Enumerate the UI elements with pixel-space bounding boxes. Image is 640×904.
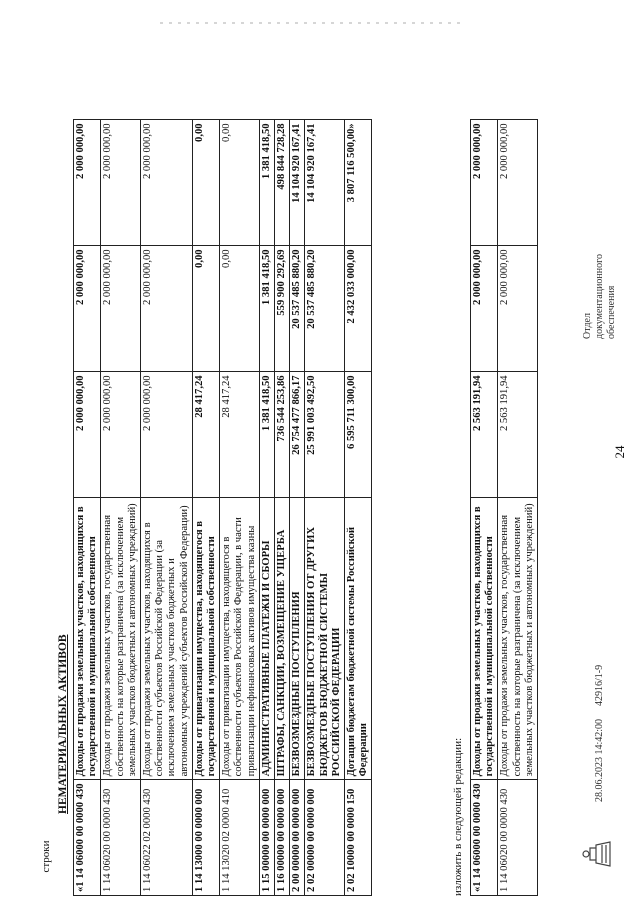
value-year-3: 14 104 920 167,41 bbox=[305, 120, 345, 246]
value-year-2: 20 537 485 880,20 bbox=[290, 246, 305, 372]
table-row bbox=[498, 120, 538, 896]
value-year-1: 2 563 191,94 bbox=[471, 372, 498, 498]
row-code: 1 14 06022 02 0000 430 bbox=[141, 780, 193, 896]
value-year-3: 2 000 000,00 bbox=[471, 120, 498, 246]
row-name: АДМИНИСТРАТИВНЫЕ ПЛАТЕЖИ И СБОРЫ bbox=[259, 498, 274, 780]
table-row bbox=[290, 120, 305, 896]
row-name: Доходы от приватизации имущества, находящегося в собственности субъектов Российской Федерации, в части приватизации нефинансовых активов имущества казны bbox=[220, 498, 260, 780]
row-name: Доходы от продажи земельных участков, находящихся в государственной и муниципальной собственности bbox=[74, 498, 101, 780]
row-name: БЕЗВОЗМЕЗДНЫЕ ПОСТУПЛЕНИЯ bbox=[290, 498, 305, 780]
row-code: 2 02 00000 00 0000 000 bbox=[305, 780, 345, 896]
table-row bbox=[305, 120, 345, 896]
value-year-1: 2 000 000,00 bbox=[101, 372, 141, 498]
row-name: ШТРАФЫ, САНКЦИИ, ВОЗМЕЩЕНИЕ УЩЕРБА bbox=[275, 498, 290, 780]
department-stamp: Отдел документационного обеспечения bbox=[582, 254, 617, 339]
row-name: Доходы от продажи земельных участков, государственная собственность на которые разграничена (за исключением земельных участков бюджетных и автономных учреждений) bbox=[498, 498, 538, 780]
value-year-3: 2 000 000,00 bbox=[498, 120, 538, 246]
row-name: БЕЗВОЗМЕЗДНЫЕ ПОСТУПЛЕНИЯ ОТ ДРУГИХ БЮДЖЕТОВ БЮДЖЕТНОЙ СИСТЕМЫ РОССИЙСКОЙ ФЕДЕРАЦИИ bbox=[305, 498, 345, 780]
value-year-3: 3 807 116 500,00» bbox=[345, 120, 372, 246]
value-year-1: 28 417,24 bbox=[192, 372, 219, 498]
value-year-3: 2 000 000,00 bbox=[101, 120, 141, 246]
row-name: Дотации бюджетам бюджетной системы Российской Федерации bbox=[345, 498, 372, 780]
value-year-1: 26 754 477 866,17 bbox=[290, 372, 305, 498]
value-year-3: 498 844 728,28 bbox=[275, 120, 290, 246]
row-code: 1 14 06020 00 0000 430 bbox=[101, 780, 141, 896]
value-year-1: 1 381 418,50 bbox=[259, 372, 274, 498]
table-row bbox=[220, 120, 260, 896]
row-name: Доходы от приватизации имущества, находящегося в государственной и муниципальной собственности bbox=[192, 498, 219, 780]
value-year-1: 2 563 191,94 bbox=[498, 372, 538, 498]
column-header-code: строки bbox=[40, 840, 52, 873]
value-year-3: 0,00 bbox=[192, 120, 219, 246]
budget-table bbox=[73, 119, 372, 896]
page-number: 24 bbox=[612, 445, 627, 459]
value-year-2: 2 000 000,00 bbox=[101, 246, 141, 372]
value-year-1: 2 000 000,00 bbox=[74, 372, 101, 498]
row-code: 2 02 10000 00 0000 150 bbox=[345, 780, 372, 896]
value-year-1: 736 544 253,86 bbox=[275, 372, 290, 498]
value-year-1: 28 417,24 bbox=[220, 372, 260, 498]
value-year-1: 25 991 003 492,50 bbox=[305, 372, 345, 498]
table-row bbox=[259, 120, 274, 896]
value-year-2: 2 432 033 000,00 bbox=[345, 246, 372, 372]
row-code: 1 14 13020 02 0000 410 bbox=[220, 780, 260, 896]
value-year-2: 0,00 bbox=[192, 246, 219, 372]
coat-of-arms-icon bbox=[578, 834, 618, 874]
value-year-3: 14 104 920 167,41 bbox=[290, 120, 305, 246]
table-row bbox=[74, 120, 101, 896]
scan-artifact bbox=[160, 22, 460, 24]
table-row bbox=[471, 120, 498, 896]
table-row bbox=[192, 120, 219, 896]
row-name: Доходы от продажи земельных участков, государственная собственность на которые разграничена (за исключением земельных участков бюджетных и автономных учреждений) bbox=[101, 498, 141, 780]
row-code: 1 15 00000 00 0000 000 bbox=[259, 780, 274, 896]
value-year-2: 0,00 bbox=[220, 246, 260, 372]
table-row bbox=[101, 120, 141, 896]
table-row bbox=[345, 120, 372, 896]
row-name: Доходы от продажи земельных участков, находящихся в государственной и муниципальной собственности bbox=[471, 498, 498, 780]
print-timestamp: 28.06.2023 14:42:00 bbox=[594, 718, 605, 802]
amendment-note: изложить в следующей редакции: bbox=[452, 737, 464, 896]
row-code: 2 00 00000 00 0000 000 bbox=[290, 780, 305, 896]
value-year-3: 1 381 418,50 bbox=[259, 120, 274, 246]
value-year-2: 20 537 485 880,20 bbox=[305, 246, 345, 372]
row-code: «1 14 06000 00 0000 430 bbox=[471, 780, 498, 896]
row-name: Доходы от продажи земельных участков, находящихся в собственности субъектов Российской Федерации (за исключением земельных участков бюджетных и автономных учреждений субъектов Российской Федерации) bbox=[141, 498, 193, 780]
value-year-2: 2 000 000,00 bbox=[74, 246, 101, 372]
value-year-2: 2 000 000,00 bbox=[141, 246, 193, 372]
value-year-3: 2 000 000,00 bbox=[74, 120, 101, 246]
document-id: 42916/1-9 bbox=[594, 664, 605, 706]
value-year-2: 1 381 418,50 bbox=[259, 246, 274, 372]
value-year-2: 2 000 000,00 bbox=[471, 246, 498, 372]
table-row bbox=[275, 120, 290, 896]
row-code: 1 14 13000 00 0000 000 bbox=[192, 780, 219, 896]
value-year-1: 6 595 711 300,00 bbox=[345, 372, 372, 498]
value-year-1: 2 000 000,00 bbox=[141, 372, 193, 498]
table-row bbox=[141, 120, 193, 896]
value-year-2: 559 900 292,69 bbox=[275, 246, 290, 372]
value-year-3: 2 000 000,00 bbox=[141, 120, 193, 246]
row-code: «1 14 06000 00 0000 430 bbox=[74, 780, 101, 896]
row-code: 1 14 06020 00 0000 430 bbox=[498, 780, 538, 896]
section-title: НЕМАТЕРИАЛЬНЫХ АКТИВОВ bbox=[57, 634, 69, 814]
amended-table bbox=[470, 119, 538, 896]
value-year-2: 2 000 000,00 bbox=[498, 246, 538, 372]
row-code: 1 16 00000 00 0000 000 bbox=[275, 780, 290, 896]
value-year-3: 0,00 bbox=[220, 120, 260, 246]
